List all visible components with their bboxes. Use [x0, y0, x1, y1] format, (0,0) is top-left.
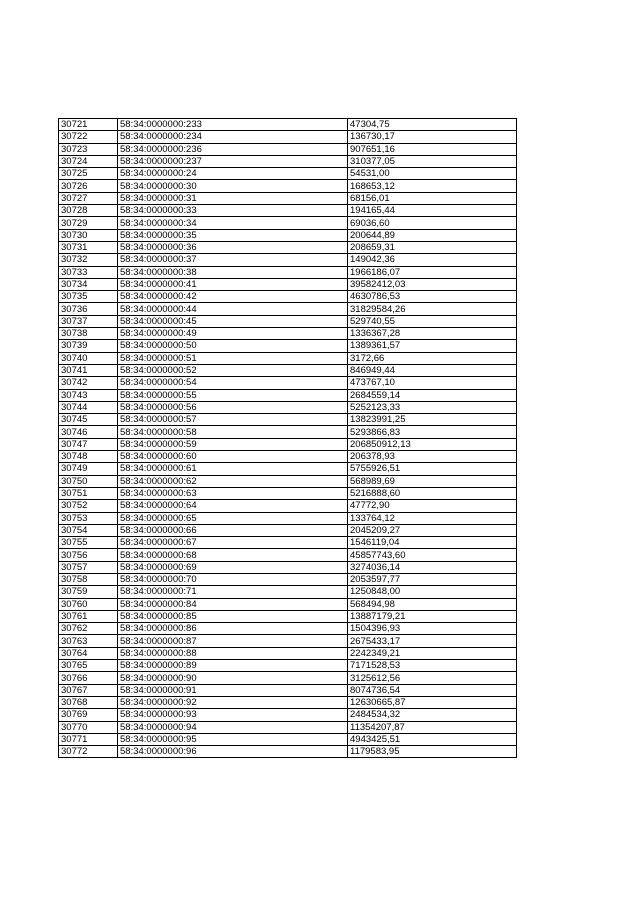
row-number-cell: 30726 [59, 180, 118, 192]
table-row [59, 610, 517, 622]
cadastral-number-cell: 58:34:0000000:52 [118, 364, 348, 376]
cadastral-number-cell: 58:34:0000000:92 [118, 696, 348, 708]
value-cell: 68156,01 [348, 192, 517, 204]
row-number-cell: 30761 [59, 610, 118, 622]
value-cell: 473767,10 [348, 377, 517, 389]
table-row [59, 451, 517, 463]
table-row [59, 254, 517, 266]
table-row [59, 660, 517, 672]
cadastral-number-cell: 58:34:0000000:64 [118, 500, 348, 512]
cadastral-number-cell: 58:34:0000000:96 [118, 746, 348, 758]
row-number-cell: 30768 [59, 696, 118, 708]
row-number-cell: 30772 [59, 746, 118, 758]
value-cell: 5216888,60 [348, 487, 517, 499]
value-cell: 4943425,51 [348, 733, 517, 745]
value-cell: 47772,90 [348, 500, 517, 512]
table-row [59, 143, 517, 155]
row-number-cell: 30753 [59, 512, 118, 524]
cadastral-number-cell: 58:34:0000000:36 [118, 241, 348, 253]
cadastral-number-cell: 58:34:0000000:84 [118, 598, 348, 610]
value-cell: 133764,12 [348, 512, 517, 524]
value-cell: 2675433,17 [348, 635, 517, 647]
table-row [59, 364, 517, 376]
table-row [59, 340, 517, 352]
table-row [59, 549, 517, 561]
table-row [59, 192, 517, 204]
table-row [59, 524, 517, 536]
table-row [59, 352, 517, 364]
value-cell: 3125612,56 [348, 672, 517, 684]
row-number-cell: 30729 [59, 217, 118, 229]
cadastral-number-cell: 58:34:0000000:30 [118, 180, 348, 192]
row-number-cell: 30755 [59, 537, 118, 549]
value-cell: 1389361,57 [348, 340, 517, 352]
table-row [59, 241, 517, 253]
row-number-cell: 30743 [59, 389, 118, 401]
table-row [59, 119, 517, 131]
value-cell: 2242349,21 [348, 647, 517, 659]
cadastral-number-cell: 58:34:0000000:236 [118, 143, 348, 155]
value-cell: 194165,44 [348, 205, 517, 217]
cadastral-number-cell: 58:34:0000000:94 [118, 721, 348, 733]
table-row [59, 463, 517, 475]
row-number-cell: 30769 [59, 709, 118, 721]
table-row [59, 414, 517, 426]
value-cell: 4630786,53 [348, 291, 517, 303]
row-number-cell: 30731 [59, 241, 118, 253]
row-number-cell: 30770 [59, 721, 118, 733]
cadastral-number-cell: 58:34:0000000:85 [118, 610, 348, 622]
cadastral-number-cell: 58:34:0000000:234 [118, 131, 348, 143]
row-number-cell: 30752 [59, 500, 118, 512]
table-row [59, 426, 517, 438]
row-number-cell: 30759 [59, 586, 118, 598]
cadastral-number-cell: 58:34:0000000:55 [118, 389, 348, 401]
row-number-cell: 30758 [59, 573, 118, 585]
value-cell: 54531,00 [348, 168, 517, 180]
cadastral-number-cell: 58:34:0000000:65 [118, 512, 348, 524]
row-number-cell: 30724 [59, 155, 118, 167]
row-number-cell: 30741 [59, 364, 118, 376]
row-number-cell: 30748 [59, 451, 118, 463]
row-number-cell: 30767 [59, 684, 118, 696]
cadastral-number-cell: 58:34:0000000:31 [118, 192, 348, 204]
row-number-cell: 30744 [59, 401, 118, 413]
cadastral-number-cell: 58:34:0000000:88 [118, 647, 348, 659]
value-cell: 47304,75 [348, 119, 517, 131]
table-row [59, 180, 517, 192]
table-row [59, 475, 517, 487]
value-cell: 568494,98 [348, 598, 517, 610]
table-row [59, 217, 517, 229]
table-row [59, 573, 517, 585]
cadastral-number-cell: 58:34:0000000:86 [118, 623, 348, 635]
table-row [59, 229, 517, 241]
table-row [59, 315, 517, 327]
cadastral-number-cell: 58:34:0000000:37 [118, 254, 348, 266]
value-cell: 136730,17 [348, 131, 517, 143]
value-cell: 907651,16 [348, 143, 517, 155]
value-cell: 3172,66 [348, 352, 517, 364]
table-row [59, 647, 517, 659]
cadastral-number-cell: 58:34:0000000:60 [118, 451, 348, 463]
row-number-cell: 30727 [59, 192, 118, 204]
row-number-cell: 30737 [59, 315, 118, 327]
value-cell: 2684559,14 [348, 389, 517, 401]
cadastral-number-cell: 58:34:0000000:62 [118, 475, 348, 487]
row-number-cell: 30751 [59, 487, 118, 499]
table-row [59, 131, 517, 143]
row-number-cell: 30728 [59, 205, 118, 217]
value-cell: 206378,93 [348, 451, 517, 463]
row-number-cell: 30723 [59, 143, 118, 155]
table-row [59, 635, 517, 647]
table-row [59, 328, 517, 340]
cadastral-number-cell: 58:34:0000000:56 [118, 401, 348, 413]
row-number-cell: 30754 [59, 524, 118, 536]
value-cell: 1250848,00 [348, 586, 517, 598]
row-number-cell: 30739 [59, 340, 118, 352]
value-cell: 200644,89 [348, 229, 517, 241]
cadastral-number-cell: 58:34:0000000:61 [118, 463, 348, 475]
cadastral-value-table [58, 118, 517, 758]
cadastral-number-cell: 58:34:0000000:71 [118, 586, 348, 598]
table-row [59, 696, 517, 708]
table-row [59, 168, 517, 180]
value-cell: 5252123,33 [348, 401, 517, 413]
cadastral-number-cell: 58:34:0000000:54 [118, 377, 348, 389]
table-row [59, 684, 517, 696]
row-number-cell: 30722 [59, 131, 118, 143]
table-row [59, 438, 517, 450]
value-cell: 1546119,04 [348, 537, 517, 549]
row-number-cell: 30732 [59, 254, 118, 266]
cadastral-number-cell: 58:34:0000000:42 [118, 291, 348, 303]
value-cell: 1966186,07 [348, 266, 517, 278]
value-cell: 208659,31 [348, 241, 517, 253]
value-cell: 529740,55 [348, 315, 517, 327]
row-number-cell: 30734 [59, 278, 118, 290]
value-cell: 1179583,95 [348, 746, 517, 758]
value-cell: 168653,12 [348, 180, 517, 192]
cadastral-number-cell: 58:34:0000000:67 [118, 537, 348, 549]
table-row [59, 155, 517, 167]
cadastral-number-cell: 58:34:0000000:66 [118, 524, 348, 536]
cadastral-number-cell: 58:34:0000000:49 [118, 328, 348, 340]
value-cell: 206850912,13 [348, 438, 517, 450]
cadastral-number-cell: 58:34:0000000:87 [118, 635, 348, 647]
value-cell: 8074736,54 [348, 684, 517, 696]
value-cell: 5293866,83 [348, 426, 517, 438]
row-number-cell: 30756 [59, 549, 118, 561]
row-number-cell: 30735 [59, 291, 118, 303]
value-cell: 13823991,25 [348, 414, 517, 426]
cadastral-number-cell: 58:34:0000000:44 [118, 303, 348, 315]
cadastral-number-cell: 58:34:0000000:70 [118, 573, 348, 585]
row-number-cell: 30721 [59, 119, 118, 131]
table-row [59, 205, 517, 217]
cadastral-number-cell: 58:34:0000000:57 [118, 414, 348, 426]
row-number-cell: 30765 [59, 660, 118, 672]
value-cell: 2484534,32 [348, 709, 517, 721]
table-row [59, 278, 517, 290]
table-row [59, 266, 517, 278]
value-cell: 31829584,26 [348, 303, 517, 315]
cadastral-number-cell: 58:34:0000000:90 [118, 672, 348, 684]
value-cell: 310377,05 [348, 155, 517, 167]
value-cell: 12630665,87 [348, 696, 517, 708]
table-row [59, 598, 517, 610]
row-number-cell: 30742 [59, 377, 118, 389]
table-row [59, 623, 517, 635]
table-row [59, 291, 517, 303]
row-number-cell: 30733 [59, 266, 118, 278]
cadastral-number-cell: 58:34:0000000:33 [118, 205, 348, 217]
value-cell: 5755926,51 [348, 463, 517, 475]
row-number-cell: 30750 [59, 475, 118, 487]
cadastral-number-cell: 58:34:0000000:68 [118, 549, 348, 561]
table-row [59, 746, 517, 758]
table-row [59, 733, 517, 745]
cadastral-number-cell: 58:34:0000000:38 [118, 266, 348, 278]
value-cell: 1336367,28 [348, 328, 517, 340]
value-cell: 846949,44 [348, 364, 517, 376]
value-cell: 7171528,53 [348, 660, 517, 672]
cadastral-number-cell: 58:34:0000000:95 [118, 733, 348, 745]
cadastral-number-cell: 58:34:0000000:59 [118, 438, 348, 450]
cadastral-number-cell: 58:34:0000000:233 [118, 119, 348, 131]
table-row [59, 389, 517, 401]
table-row [59, 512, 517, 524]
row-number-cell: 30745 [59, 414, 118, 426]
cadastral-number-cell: 58:34:0000000:41 [118, 278, 348, 290]
cadastral-number-cell: 58:34:0000000:35 [118, 229, 348, 241]
table-body [59, 119, 517, 758]
table-row [59, 561, 517, 573]
value-cell: 2045209,27 [348, 524, 517, 536]
cadastral-number-cell: 58:34:0000000:63 [118, 487, 348, 499]
table-row [59, 401, 517, 413]
value-cell: 45857743,60 [348, 549, 517, 561]
cadastral-number-cell: 58:34:0000000:50 [118, 340, 348, 352]
cadastral-number-cell: 58:34:0000000:237 [118, 155, 348, 167]
row-number-cell: 30757 [59, 561, 118, 573]
cadastral-number-cell: 58:34:0000000:51 [118, 352, 348, 364]
cadastral-number-cell: 58:34:0000000:93 [118, 709, 348, 721]
value-cell: 2053597,77 [348, 573, 517, 585]
row-number-cell: 30749 [59, 463, 118, 475]
table-row [59, 377, 517, 389]
table-row [59, 303, 517, 315]
row-number-cell: 30746 [59, 426, 118, 438]
value-cell: 568989,69 [348, 475, 517, 487]
table-row [59, 586, 517, 598]
row-number-cell: 30730 [59, 229, 118, 241]
value-cell: 149042,36 [348, 254, 517, 266]
cadastral-number-cell: 58:34:0000000:24 [118, 168, 348, 180]
row-number-cell: 30736 [59, 303, 118, 315]
table-row [59, 487, 517, 499]
table-row [59, 500, 517, 512]
row-number-cell: 30760 [59, 598, 118, 610]
cadastral-number-cell: 58:34:0000000:89 [118, 660, 348, 672]
row-number-cell: 30764 [59, 647, 118, 659]
row-number-cell: 30771 [59, 733, 118, 745]
table-row [59, 672, 517, 684]
row-number-cell: 30738 [59, 328, 118, 340]
table-row [59, 721, 517, 733]
row-number-cell: 30747 [59, 438, 118, 450]
cadastral-number-cell: 58:34:0000000:69 [118, 561, 348, 573]
cadastral-number-cell: 58:34:0000000:45 [118, 315, 348, 327]
value-cell: 3274036,14 [348, 561, 517, 573]
row-number-cell: 30763 [59, 635, 118, 647]
value-cell: 1504396,93 [348, 623, 517, 635]
cadastral-number-cell: 58:34:0000000:91 [118, 684, 348, 696]
table-row [59, 537, 517, 549]
value-cell: 69036,60 [348, 217, 517, 229]
cadastral-number-cell: 58:34:0000000:58 [118, 426, 348, 438]
row-number-cell: 30740 [59, 352, 118, 364]
row-number-cell: 30766 [59, 672, 118, 684]
table-row [59, 709, 517, 721]
value-cell: 11354207,87 [348, 721, 517, 733]
row-number-cell: 30762 [59, 623, 118, 635]
value-cell: 13887179,21 [348, 610, 517, 622]
row-number-cell: 30725 [59, 168, 118, 180]
value-cell: 39582412,03 [348, 278, 517, 290]
cadastral-number-cell: 58:34:0000000:34 [118, 217, 348, 229]
